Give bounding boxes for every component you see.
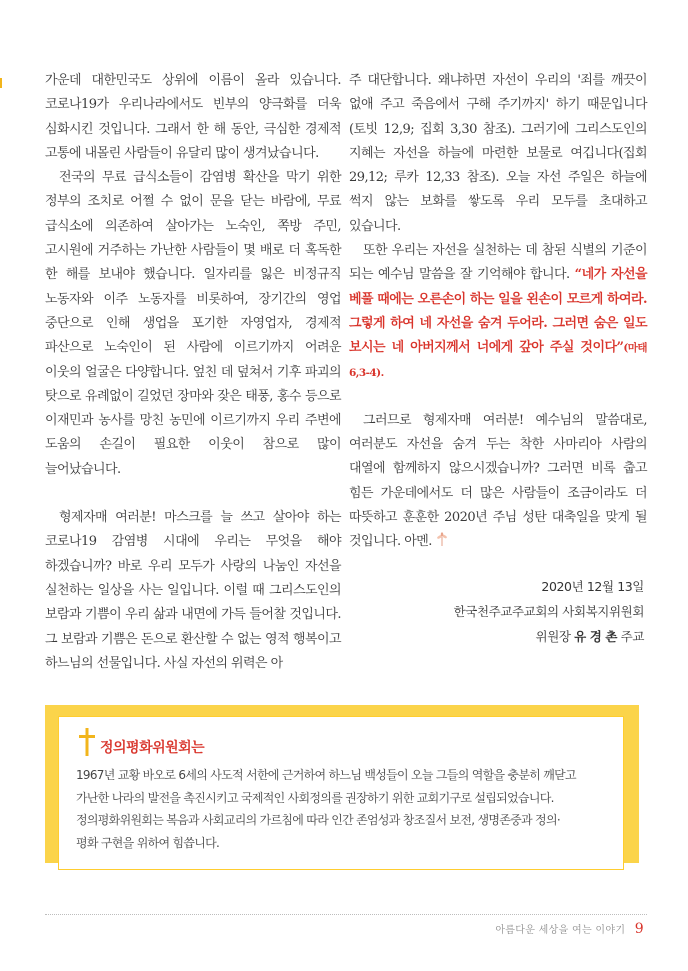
footer-divider bbox=[45, 914, 647, 915]
bible-quote: “네가 자선을 베풀 때에는 오른손이 하는 일을 왼손이 모르게 하여라. 그렇게 하여 네 자선을 숨겨 두어라. 그러면 숨은 일도 보시는 네 아버지께서 너에게 갚아 주실 것이다” bbox=[349, 267, 648, 356]
info-box-title: 정의평화위원회는 bbox=[100, 740, 205, 756]
right-paragraph-1: 주 대단합니다. 왜냐하면 자선이 우리의 '죄를 깨끗이 없애 주고 죽음에서 구해 주기까지' 하기 때문입니다(토빗 12,9; 집회 3,30 참조). 그러기에 그리스도인의 지혜는 자선을 하늘에 마련한 보물로 여깁니다(집회 29,12; 루카 12,33 참조). 오늘 자선 주일은 하늘에 썩지 않는 보화를 쌓도록 우리 모두를 초대하고 있습니다. bbox=[349, 73, 647, 234]
cross-icon bbox=[78, 728, 96, 756]
right-column bbox=[349, 69, 647, 555]
info-box-line-1: 1967년 교황 바오로 6세의 사도적 서한에 근거하여 하느님 백성들이 오늘 그들의 역할을 충분히 깨닫고 bbox=[76, 768, 576, 782]
left-paragraph-2: 전국의 무료 급식소들이 감염병 확산을 막기 위한 정부의 조치로 어쩔 수 없이 문을 닫는 바람에, 무료 급식소에 의존하여 살아가는 노숙인, 쪽방 주민, 고시원에 거주하는 가난한 사람들이 몇 배로 더 혹독한 한 해를 보내야 했습니다. 일자리를 잃은 비정규직 노동자와 이주 노동자를 비롯하여, 장기간의 영업 중단으로 인해 생업을 포기한 자영업자, 경제적 파산으로 노숙인이 된 사람에 이르기까지 어려운 이웃의 얼굴은 다양합니다. 엎친 데 덮쳐서 기후 파괴의 탓으로 유례없이 길었던 장마와 잦은 태풍, 홍수 등으로 이재민과 농사를 망친 농민에 이르기까지 우리 주변에 도움의 손길이 필요한 이웃이 참으로 많이 늘어났습니다. bbox=[45, 170, 341, 477]
footer bbox=[495, 921, 644, 937]
signature-block bbox=[454, 574, 644, 649]
right-paragraph-3-text: 그러므로 형제자매 여러분! 예수님의 말씀대로, 여러분도 자선을 숨겨 두는 착한 사마리아 사람의 대열에 함께하지 않으시겠습니까? 그러면 비록 춥고 힘든 가운데에서도 더 많은 사람들이 조금이라도 더 따뜻하고 훈훈한 2020년 주님 성탄 대축일을 맞게 될 것입니다. 아멘. bbox=[349, 412, 647, 550]
signature-name: 유 경 촌 bbox=[574, 629, 618, 644]
right-paragraph-3 bbox=[349, 409, 647, 555]
signature-date: 2020년 12월 13일 bbox=[541, 579, 644, 594]
page-number: 9 bbox=[634, 921, 644, 937]
info-box-line-4: 평화 구현을 위하여 힘씁니다. bbox=[76, 835, 220, 850]
page-edge-mark bbox=[0, 78, 4, 88]
signature-role: 위원장 bbox=[535, 629, 571, 644]
info-box-text bbox=[76, 764, 626, 854]
signature-person bbox=[454, 624, 644, 649]
left-paragraph-1: 가운데 대한민국도 상위에 이름이 올라 있습니다. 코로나19가 우리나라에서도 빈부의 양극화를 더욱 심화시킨 것입니다. 그래서 한 해 동안, 극심한 경제적 고통에 내몰린 사람들이 유달리 많이 생겨났습니다. bbox=[45, 73, 341, 161]
sprout-icon bbox=[435, 532, 449, 546]
info-box-line-3: 정의평화위원회는 복음과 사회교리의 가르침에 따라 인간 존엄성과 창조질서 보전, 생명존중과 정의· bbox=[76, 813, 560, 827]
bible-quote-reference: (마태 6,3-4). bbox=[349, 342, 647, 379]
left-column bbox=[45, 69, 341, 676]
signature-title: 주교 bbox=[620, 629, 644, 644]
left-paragraph-3: 형제자매 여러분! 마스크를 늘 쓰고 살아야 하는 코로나19 감염병 시대에 우리는 무엇을 해야 하겠습니까? 바로 우리 모두가 사랑의 나눔인 자선을 실천하는 일상을 사는 일입니다. 이럴 때 그리스도인의 보람과 기쁨이 우리 삶과 내면에 가득 들어찰 것입니다. 그 보람과 기쁨은 돈으로 환산할 수 없는 영적 행복이고 하느님의 선물입니다. 사실 자선의 위력은 아 bbox=[45, 510, 341, 671]
right-paragraph-2-text: 또한 우리는 자선을 실천하는 데 참된 식별의 기준이 되는 예수님 말씀을 잘 기억해야 합니다. bbox=[349, 243, 647, 283]
right-paragraph-2 bbox=[349, 239, 647, 385]
info-box-line-2: 가난한 나라의 발전을 촉진시키고 국제적인 사회정의를 권장하기 위한 교회기구로 설립되었습니다. bbox=[76, 790, 554, 805]
footer-text: 아름다운 세상을 여는 이야기 bbox=[495, 925, 626, 936]
signature-organization: 한국천주교주교회의 사회복지위원회 bbox=[453, 604, 644, 619]
